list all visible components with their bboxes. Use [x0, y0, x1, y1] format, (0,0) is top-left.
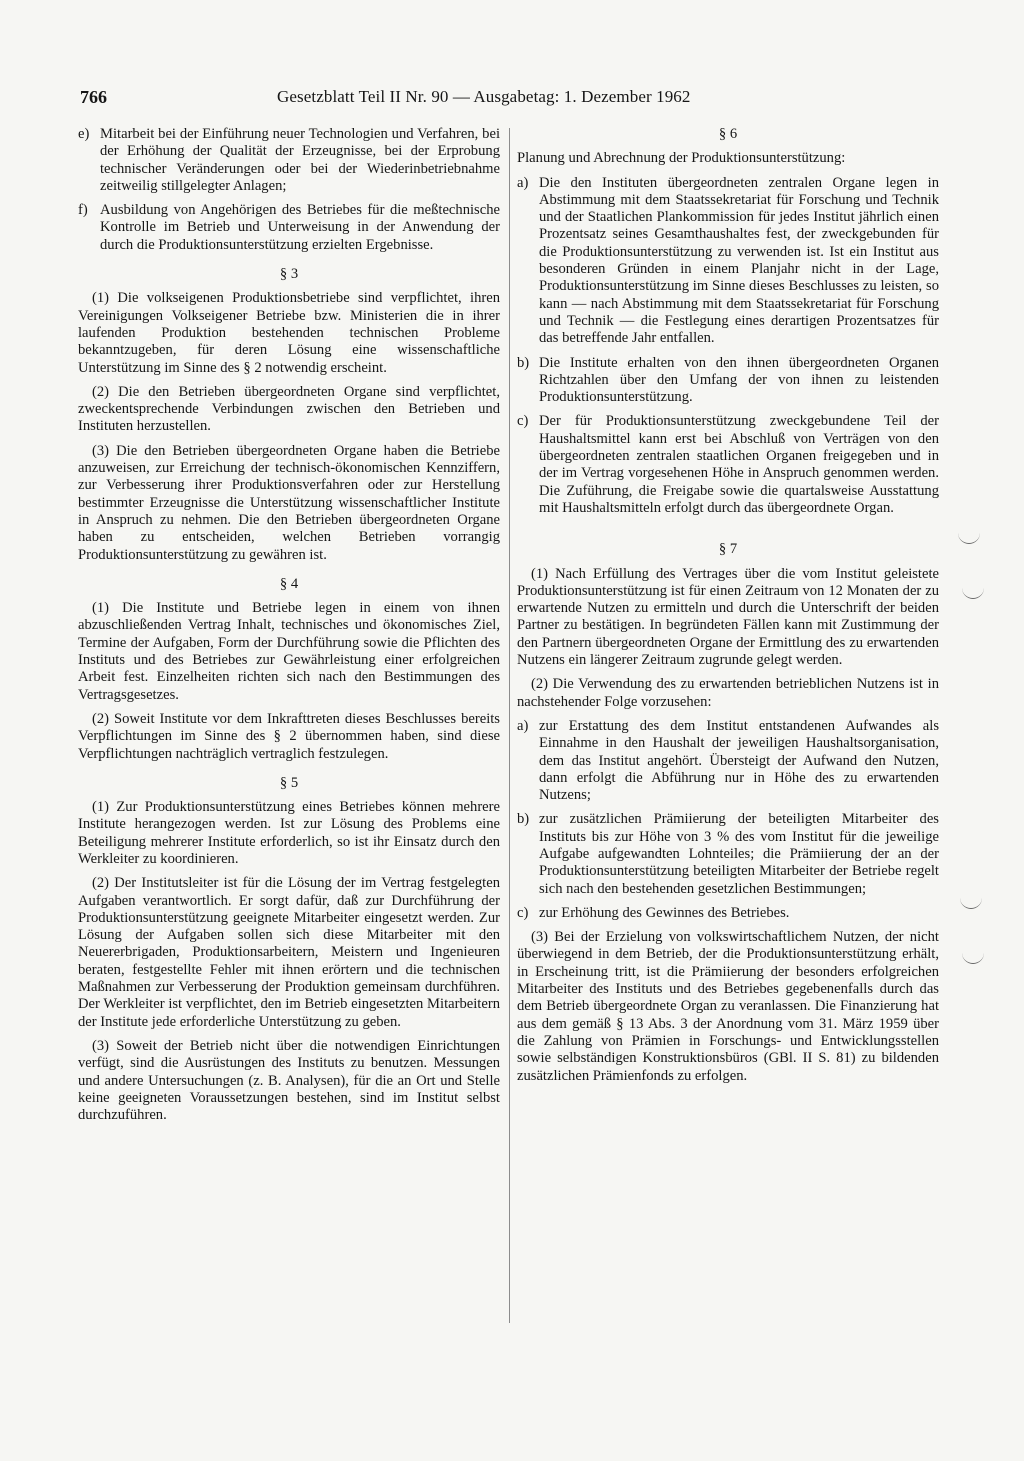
- item-text: Mitarbeit bei der Einführung neuer Technologien und Verfahren, bei der Erhöhung der Qualität der Erzeugnisse, bei der Erprobung technischer Veränderungen oder bei der Wiederinbetriebnahme zeitweilig stillgelegter Anlagen;: [100, 126, 500, 194]
- margin-mark: [962, 588, 984, 599]
- item-text: Die den Instituten übergeordneten zentralen Organe legen in Abstimmung mit dem Staatssekretariat für Forschung und Technik und der Staatlichen Plankommission für jedes Institut jährlich einen Prozentsatz seines Gesamthaushaltes fest, der zweckgebunden für die Produktionsunterstützung zu verwenden ist. Ist ein Institut aus besonderen Gründen in einem Planjahr nicht in der Lage, Produktionsunterstützung im Sinne dieses Beschlusses zu leisten, so kann — nach Abstimmung mit dem Staatssekretariat für Forschung und Technik — die Festlegung eines derartigen Prozentsatzes für das betreffende Jahr entfallen.: [539, 174, 939, 347]
- list-item: [78, 202, 500, 254]
- section-subheading: Planung und Abrechnung der Produktionsunterstützung:: [517, 150, 846, 167]
- right-column: [517, 126, 939, 1092]
- item-label: a): [517, 174, 529, 191]
- list-item: [78, 126, 500, 195]
- list-item: [517, 175, 939, 348]
- section-heading-3: § 3: [279, 266, 299, 283]
- paragraph: (1) Zur Produktionsunterstützung eines Betriebes können mehrere Institute herangezogen werden. Ist zur Lösung des Problems eine Beteiligung mehrerer Institute erforderlich, so ist ihr Einsatz durch den Werkleiter zu koordinieren.: [78, 799, 500, 867]
- item-text: Ausbildung von Angehörigen des Betriebes für die meßtechnische Kontrolle im Betrieb und Unterweisung in der Anwendung der durch die Produktionsunterstützung erzielten Ergebnisse.: [100, 202, 500, 253]
- section-heading-4: § 4: [279, 575, 299, 592]
- paragraph: (3) Soweit der Betrieb nicht über die notwendigen Einrichtungen verfügt, sind die Ausrüstungen des Instituts zu benutzen. Messungen und andere Untersuchungen (z. B. Analysen), für die an Ort und Stelle keine geeigneten Voraussetzungen bestehen, sind im Institut selbst durchzuführen.: [78, 1037, 500, 1124]
- paragraph: (2) Der Institutsleiter ist für die Lösung der im Vertrag festgelegten Aufgaben verantwortlich. Er sorgt dafür, daß zur Durchführung der Produktionsunterstützung geeignete Mitarbeiter eingesetzt werden. Zur Lösung der Aufgaben sollen sich diese Mitarbeiter mit den Neuererbrigaden, Produktionsarbeitern, Meistern und Ingenieuren beraten, festgestellte Fehler mit ihnen erörtern und die technischen Maßnahmen zur Verbesserung der Produktion gemeinsam durchführen. Der Werkleiter ist verpflichtet, den im Betrieb eingesetzten Mitarbeitern der Institute jede erforderliche Unterstützung zu geben.: [78, 875, 500, 1030]
- item-text: Die Institute erhalten von den ihnen übergeordneten Organen Richtzahlen über den Umfang der von ihnen zu leistenden Produktionsunterstützung.: [539, 354, 939, 406]
- item-label: a): [517, 717, 529, 734]
- item-text: Der für Produktionsunterstützung zweckgebundene Teil der Haushaltsmittel kann erst bei Abschluß von Verträgen von den übergeordneten zentralen staatlichen Organen freigegeben und in der im Vertrag vorgesehenen Höhe in Anspruch genommen werden. Die Zuführung, die Freigabe sowie die quartalsweise Ausstattung mit Haushaltsmitteln erfolgt durch das übergeordnete Organ.: [539, 413, 939, 516]
- item-label: e): [78, 126, 90, 142]
- paragraph: (3) Bei der Erzielung von volkswirtschaftlichem Nutzen, der nicht überwiegend in dem Betrieb, der die Produktionsunterstützung erhält, in Erscheinung tritt, ist die Prämiierung der besonders erfolgreichen Mitarbeiter des Instituts und des Betriebes gegebenenfalls durch das dem Betrieb übergeordnete Organ zu veranlassen. Die Finanzierung hat aus dem gemäß § 13 Abs. 3 der Anordnung vom 31. März 1959 über die Zahlung von Prämien in Forschungs- und Entwicklungsstellen sowie selbständigen Konstruktionsbüros (GBl. II S. 81) zu bildenden zusätzlichen Prämienfonds zu erfolgen.: [517, 929, 939, 1084]
- paragraph: (1) Die volkseigenen Produktionsbetriebe sind verpflichtet, ihren Vereinigungen Volkseigener Betriebe bzw. Ministerien die in ihrer laufenden Produktion bestehenden technischen Probleme bekanntzugeben, für deren Lösung eine wissenschaftliche Unterstützung im Sinne des § 2 notwendig erscheint.: [78, 290, 500, 376]
- left-column: [78, 126, 500, 1131]
- item-label: c): [517, 413, 529, 430]
- paragraph: (2) Die den Betrieben übergeordneten Organe sind verpflichtet, zweckentsprechende Verbindungen zwischen den Betrieben und Instituten herzustellen.: [78, 383, 500, 435]
- page-header: [80, 85, 760, 109]
- item-text: zur Erhöhung des Gewinnes des Betriebes.: [539, 904, 790, 921]
- item-text: zur Erstattung des dem Institut entstandenen Aufwandes als Einnahme in den Haushalt der jeweiligen Haushaltsorganisation, dem das Institut angehört. Übersteigt der Aufwand den Nutzen, dann erfolgt die Abführung nur in Höhe des zu erwartenden Nutzens;: [539, 717, 939, 804]
- section-heading-5: § 5: [279, 774, 299, 791]
- paragraph: (1) Nach Erfüllung des Vertrages über die vom Institut geleistete Produktionsunterstützung ist für einen Zeitraum von 12 Monaten der zu erwartende Nutzen zu ermitteln und durch die Unterschrift der beiden Partner zu bestätigen. In begründeten Fällen kann mit Zustimmung der den Partnern übergeordneten Organe der Ermittlung des zu erwartenden Nutzens ein längerer Zeitraum zugrunde gelegt werden.: [517, 565, 939, 669]
- paragraph: (2) Soweit Institute vor dem Inkrafttreten dieses Beschlusses bereits Verpflichtungen im Sinne des § 2 übernommen haben, sind diese Verpflichtungen nachträglich vertraglich festzulegen.: [78, 710, 500, 762]
- item-label: f): [78, 202, 88, 219]
- margin-mark: [958, 533, 980, 544]
- margin-mark: [960, 898, 982, 909]
- column-divider: [509, 128, 510, 1323]
- section-heading-7: § 7: [718, 541, 738, 558]
- list-item: [517, 355, 939, 407]
- header-title: Gesetzblatt Teil II Nr. 90 — Ausgabetag: 1. Dezember 1962: [277, 87, 691, 106]
- paragraph: (1) Die Institute und Betriebe legen in einem von ihnen abzuschließenden Vertrag Inhalt, technisches und ökonomisches Ziel, Termine der Aufgaben, Form der Durchführung sowie die Pflichten des Instituts und des Betriebes zur Gewährleistung einer erfolgreichen Arbeit fest. Einzelheiten richten sich nach den Bestimmungen des Vertragsgesetzes.: [78, 600, 500, 703]
- page-number: 766: [80, 87, 107, 107]
- item-text: zur zusätzlichen Prämiierung der beteiligten Mitarbeiter des Instituts bis zur Höhe von 3 % des vom Institut für die jeweilige Aufgabe aufgewandten Lohnteiles; die Prämiierung der an der Produktionsunterstützung beteiligten Mitarbeiter der Betriebe regelt sich nach den bestehenden gesetzlichen Bestimmungen;: [539, 811, 939, 897]
- item-label: c): [517, 904, 529, 921]
- list-item: [517, 718, 939, 804]
- paragraph: (2) Die Verwendung des zu erwartenden betrieblichen Nutzens ist in nachstehender Folge vorzusehen:: [517, 676, 939, 710]
- margin-mark: [962, 953, 984, 964]
- list-item: [517, 413, 939, 517]
- paragraph: (3) Die den Betrieben übergeordneten Organe haben die Betriebe anzuweisen, zur Erreichung der technisch-ökonomischen Kennziffern, zur Verbesserung ihrer Produktionsverfahren oder zur Herstellung bestimmter Erzeugnisse die Unterstützung wissenschaftlicher Institute in Anspruch zu nehmen. Die den Betrieben übergeordneten Organe haben zu entscheiden, welchen Betrieben vorrangig Produktionsunterstützung zu gewähren ist.: [78, 442, 500, 563]
- item-label: b): [517, 811, 530, 828]
- item-label: b): [517, 354, 530, 371]
- list-item: [517, 905, 939, 922]
- section-heading-6: § 6: [718, 126, 738, 142]
- list-item: [517, 811, 939, 897]
